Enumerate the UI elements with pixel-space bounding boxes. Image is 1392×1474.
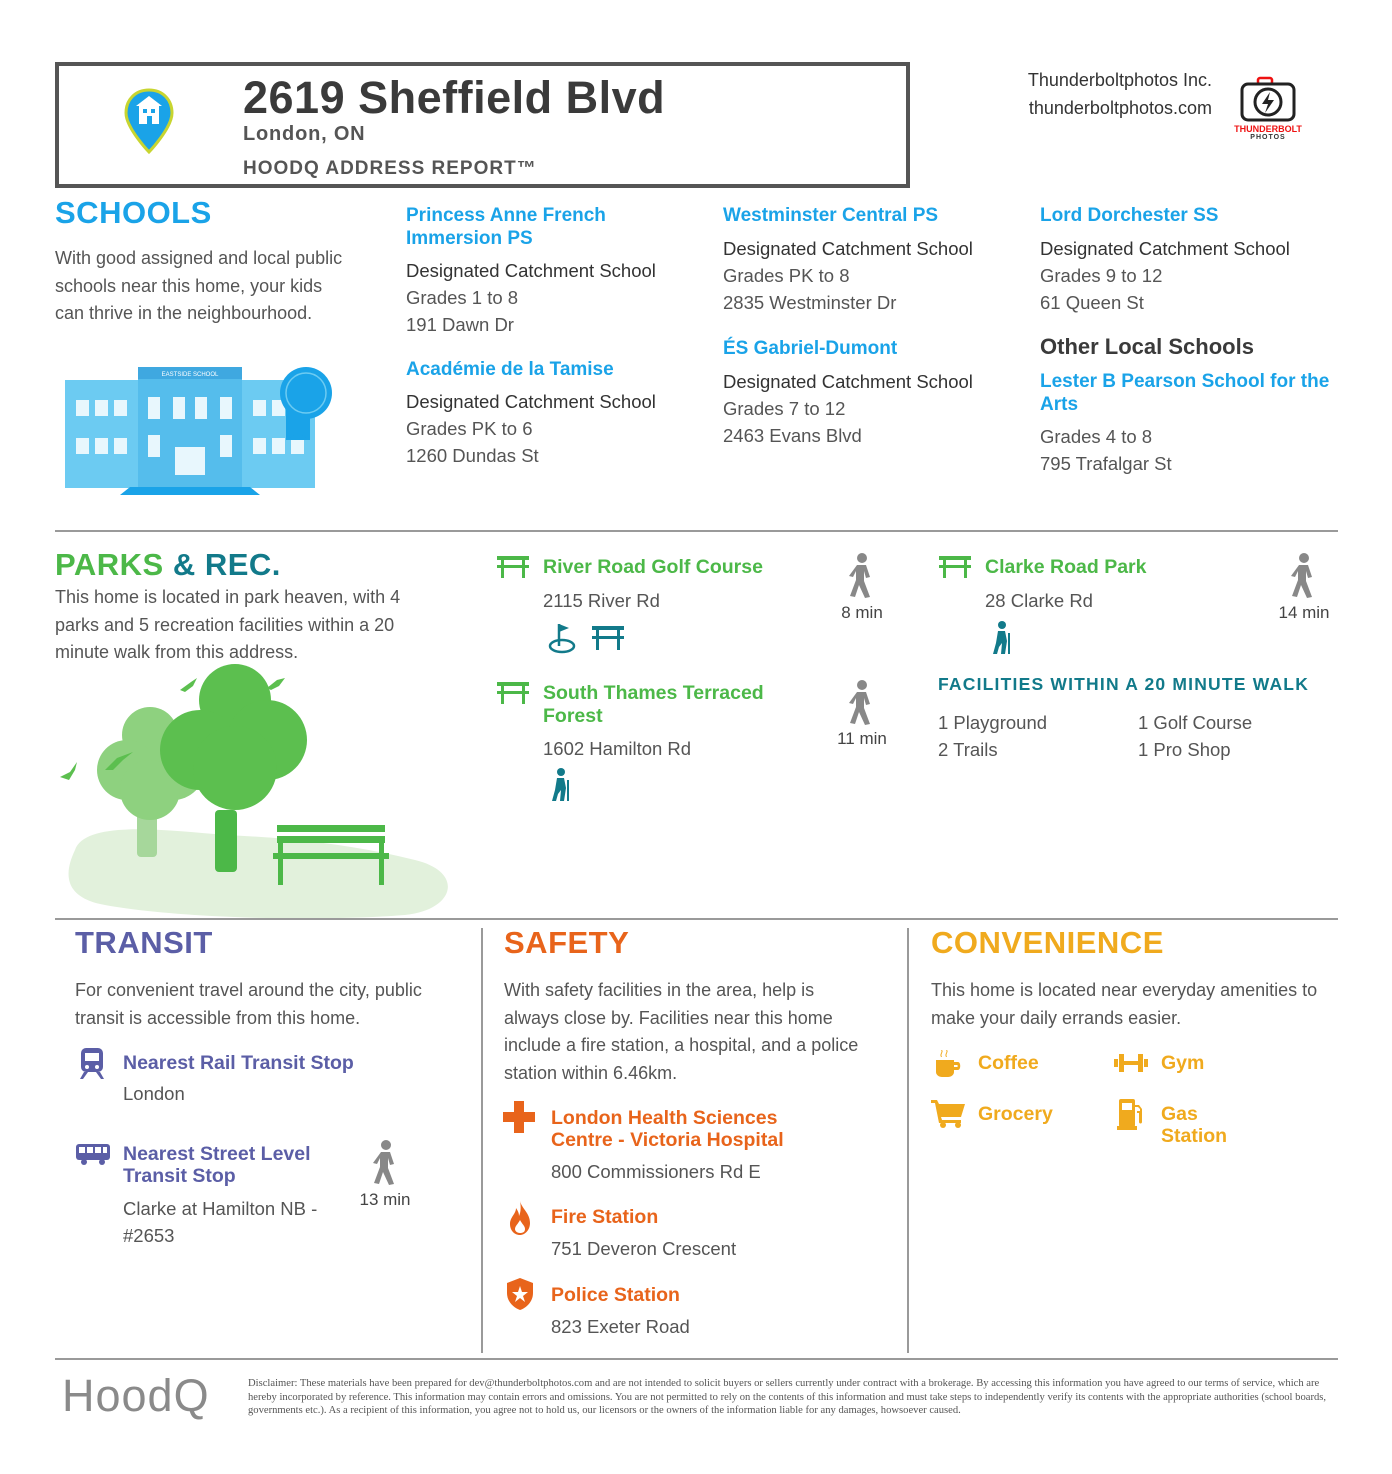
- walking-person-icon: [1288, 553, 1320, 599]
- amenity-label[interactable]: Coffee: [978, 1052, 1039, 1074]
- school-name[interactable]: Princess Anne French Immersion PS: [406, 205, 606, 249]
- facility-item: 2 Trails: [938, 739, 998, 760]
- park-name[interactable]: Clarke Road Park: [985, 556, 1147, 578]
- safety-facility-name[interactable]: Police Station: [551, 1284, 680, 1306]
- rail-stop-value: London: [123, 1083, 185, 1104]
- school-grades: Grades 9 to 12: [1040, 265, 1163, 286]
- school-address: 191 Dawn Dr: [406, 314, 514, 335]
- school-type: Designated Catchment School: [406, 391, 656, 412]
- divider: [907, 928, 909, 1353]
- picnic-table-icon: [497, 556, 529, 578]
- school-name[interactable]: Lester B Pearson School for the Arts: [1040, 371, 1330, 415]
- school-address: 1260 Dundas St: [406, 445, 539, 466]
- address-title: 2619 Sheffield Blvd: [243, 72, 666, 123]
- flame-icon: [508, 1200, 532, 1236]
- amenity-label[interactable]: Gym: [1161, 1052, 1205, 1074]
- school-type: Designated Catchment School: [723, 371, 973, 392]
- school-card: [723, 204, 1013, 316]
- school-sign-text: EASTSIDE SCHOOL: [161, 372, 219, 378]
- facility-item: 1 Pro Shop: [1138, 739, 1231, 760]
- train-icon: [79, 1046, 105, 1080]
- parks-title: [55, 547, 281, 583]
- report-label: HOODQ ADDRESS REPORT™: [243, 158, 537, 179]
- picnic-table-icon: [592, 626, 624, 650]
- transit-intro: For convenient travel around the city, public transit is accessible from this home.: [75, 980, 422, 1028]
- walk-time: 14 min: [1278, 603, 1330, 622]
- company-name: Thunderboltphotos Inc.: [1027, 70, 1212, 90]
- walking-person-icon: [846, 553, 878, 599]
- disclaimer-text: Disclaimer: These materials have been prepared for dev@thunderboltphotos.com and are not intended to solicit buyers or sellers currently under contract with a brokerage. By accessing this information you have agreed to our terms of service, which are hereby incorporated by reference. This information may contain errors and omissions. You are not permitted to rely on the contents of this information and must take steps to independently verify its contents with the appropriate authorities (school boards, governments etc.). As a recipient of this information, you agree not to hold us, our licensors or the owners of the information liable for any damages, howsoever caused.: [248, 1378, 1327, 1416]
- park-address: 2115 River Rd: [543, 590, 660, 611]
- schools-intro: With good assigned and local public schools near this home, your kids can thrive in the neighbourhood.: [55, 248, 343, 323]
- safety-facility-name[interactable]: Fire Station: [551, 1206, 659, 1228]
- safety-facility-name[interactable]: London Health Sciences Centre - Victoria Hospital: [551, 1107, 784, 1151]
- convenience-title: CONVENIENCE: [931, 925, 1164, 960]
- company-url[interactable]: thunderboltphotos.com: [1028, 98, 1212, 118]
- transit-title: TRANSIT: [75, 925, 213, 960]
- coffee-icon: [934, 1048, 962, 1078]
- hiker-icon: [550, 768, 572, 802]
- school-grades: Grades PK to 6: [406, 418, 533, 439]
- amenity-label[interactable]: Grocery: [978, 1103, 1053, 1125]
- divider: [55, 530, 1338, 532]
- school-card: [723, 337, 1013, 449]
- walk-time: 11 min: [837, 729, 887, 748]
- schools-title: SCHOOLS: [55, 195, 212, 230]
- convenience-intro: This home is located near everyday amenities to make your daily errands easier.: [931, 980, 1318, 1028]
- school-building-illustration: [60, 355, 340, 495]
- park-illustration: [55, 660, 455, 920]
- walk-time: 13 min: [359, 1190, 411, 1209]
- school-type: Designated Catchment School: [723, 238, 973, 259]
- school-grades: Grades 1 to 8: [406, 287, 519, 308]
- other-schools-title: Other Local Schools: [1040, 334, 1254, 359]
- facilities-title: FACILITIES WITHIN A 20 MINUTE WALK: [938, 674, 1310, 694]
- park-entry: [985, 556, 1245, 614]
- picnic-table-icon: [497, 682, 529, 704]
- park-address: 28 Clarke Rd: [985, 590, 1093, 611]
- school-name[interactable]: ÉS Gabriel-Dumont: [723, 338, 898, 359]
- picnic-table-icon: [939, 556, 971, 578]
- school-card: [406, 358, 696, 469]
- school-address: 61 Queen St: [1040, 292, 1144, 313]
- walk-time: 8 min: [841, 603, 883, 622]
- bus-icon: [76, 1144, 110, 1166]
- school-card: [406, 204, 696, 338]
- street-stop-value: Clarke at Hamilton NB - #2653: [123, 1198, 318, 1246]
- parks-title-word: PARKS: [55, 547, 164, 582]
- hiker-icon: [991, 621, 1013, 655]
- school-address: 795 Trafalgar St: [1040, 453, 1172, 474]
- golf-icon: [547, 622, 577, 654]
- dumbbell-icon: [1114, 1053, 1148, 1073]
- logo-text-2: PHOTOS: [1250, 134, 1286, 141]
- cart-icon: [931, 1098, 965, 1128]
- walking-person-icon: [846, 680, 878, 726]
- logo-text-1: THUNDERBOLT: [1234, 124, 1302, 134]
- school-grades: Grades PK to 8: [723, 265, 850, 286]
- address-city: London, ON: [243, 123, 366, 145]
- parks-title-rec: & REC.: [172, 547, 281, 582]
- school-name[interactable]: Académie de la Tamise: [406, 359, 614, 380]
- safety-facility-address: 823 Exeter Road: [551, 1316, 690, 1337]
- park-entry: [543, 682, 803, 762]
- school-address: 2463 Evans Blvd: [723, 425, 862, 446]
- park-entry: [543, 556, 813, 614]
- camera-logo-icon: [1238, 76, 1298, 124]
- school-name[interactable]: Lord Dorchester SS: [1040, 205, 1219, 226]
- gas-pump-icon: [1117, 1097, 1145, 1131]
- safety-intro: With safety facilities in the area, help is always close by. Facilities near this home include a fire station, a hospital, and a police station within 6.46km.: [504, 980, 859, 1083]
- school-grades: Grades 7 to 12: [723, 398, 846, 419]
- cross-icon: [503, 1101, 535, 1133]
- school-type: Designated Catchment School: [406, 260, 656, 281]
- facility-item: 1 Golf Course: [1138, 712, 1253, 733]
- facility-item: 1 Playground: [938, 712, 1048, 733]
- divider: [55, 918, 1338, 920]
- park-name[interactable]: South Thames Terraced Forest: [543, 682, 764, 727]
- street-stop-title[interactable]: Nearest Street Level Transit Stop: [123, 1143, 311, 1187]
- school-card: [1040, 370, 1340, 477]
- park-name[interactable]: River Road Golf Course: [543, 556, 763, 578]
- school-type: Designated Catchment School: [1040, 238, 1290, 259]
- school-name[interactable]: Westminster Central PS: [723, 205, 939, 226]
- parks-intro: This home is located in park heaven, with 4 parks and 5 recreation facilities within a 20 minute walk from this address.: [55, 587, 401, 662]
- school-address: 2835 Westminster Dr: [723, 292, 897, 313]
- safety-title: SAFETY: [504, 925, 630, 960]
- rail-stop-title[interactable]: Nearest Rail Transit Stop: [123, 1052, 354, 1074]
- badge-icon: [506, 1277, 534, 1311]
- location-pin-icon: [122, 86, 176, 156]
- amenity-label[interactable]: Gas Station: [1161, 1103, 1228, 1147]
- hoodq-logo: HoodQ: [62, 1370, 210, 1421]
- safety-facility-address: 751 Deveron Crescent: [551, 1238, 737, 1259]
- park-address: 1602 Hamilton Rd: [543, 738, 692, 759]
- safety-facility-address: 800 Commissioners Rd E: [551, 1161, 761, 1182]
- school-card: [1040, 204, 1340, 316]
- divider: [481, 928, 483, 1353]
- walking-person-icon: [370, 1140, 402, 1186]
- school-grades: Grades 4 to 8: [1040, 426, 1153, 447]
- divider: [55, 1358, 1338, 1360]
